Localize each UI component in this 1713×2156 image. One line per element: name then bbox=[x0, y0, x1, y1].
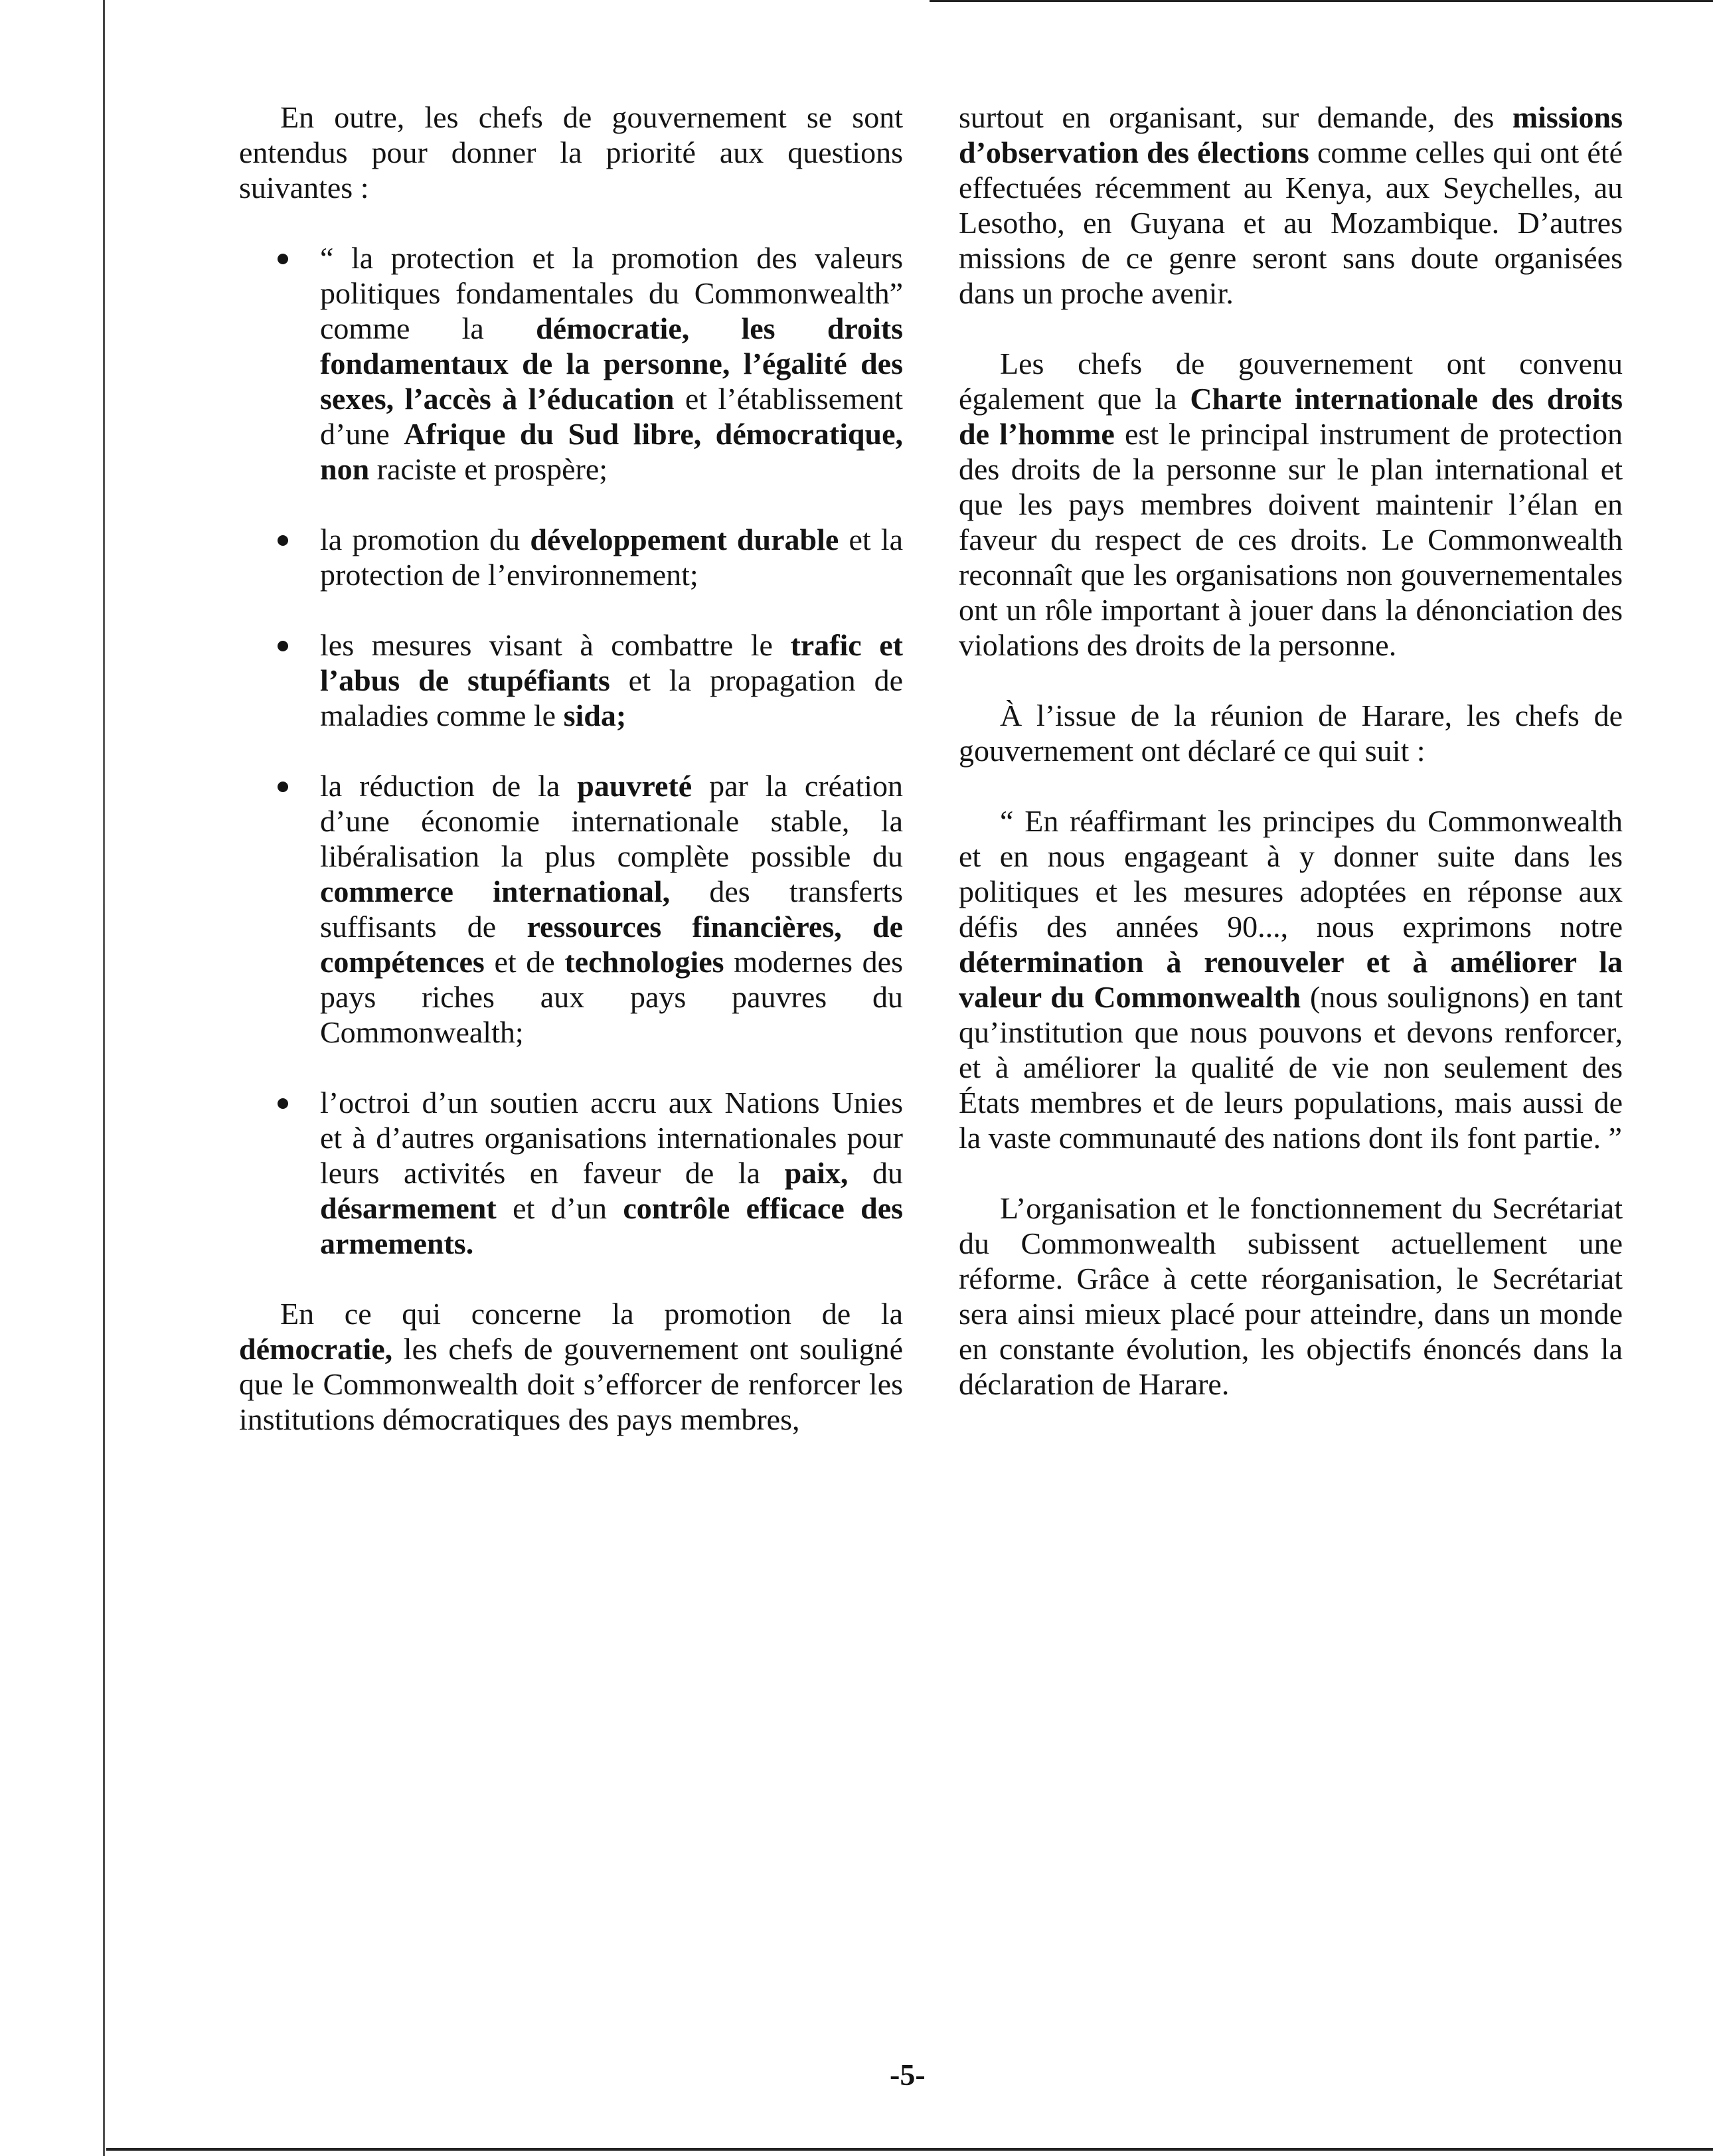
observation-missions-paragraph: surtout en organisant, sur demande, des missions d’observation des élections comme celles qui ont été effectuées récemment au Kenya, aux Seychelles, au Lesotho, en Guyana et au Mozambique. D’autres missions de ce genre seront sans doute organisées dans un proche avenir. bbox=[959, 100, 1623, 310]
bullet-icon bbox=[278, 535, 288, 546]
scan-top-edge bbox=[930, 0, 1713, 2]
intro-paragraph: En outre, les chefs de gouvernement se sont entendus pour donner la priorité aux questions suivantes : bbox=[239, 100, 903, 205]
list-item: la promotion du développement durable et la protection de l’environnement; bbox=[239, 522, 903, 592]
left-column bbox=[239, 100, 903, 1437]
secretariat-reform-paragraph: L’organisation et le fonctionnement du Secrétariat du Commonwealth subissent actuellement une réforme. Grâce à cette réorganisation, le Secrétariat sera ainsi mieux placé pour atteindre, dans un monde en constante évolution, les objectifs énoncés dans la déclaration de Harare. bbox=[959, 1191, 1623, 1401]
scan-bottom-edge bbox=[106, 2148, 1713, 2151]
priority-list bbox=[239, 240, 903, 1261]
human-rights-paragraph: Les chefs de gouvernement ont convenu également que la Charte internationale des droits de l’homme est le principal instrument de protection des droits de la personne sur le plan international et que les pays membres doivent maintenir l’élan en faveur du respect de ces droits. Le Commonwealth reconnaît que les organisations non gouvernementales ont un rôle important à jouer dans la dénonciation des violations des droits de la personne. bbox=[959, 347, 1623, 662]
list-item: “ la protection et la promotion des valeurs politiques fondamentales du Commonwealth” comme la démocratie, les droits fondamentaux de la personne, l’égalité des sexes, l’accès à l’éducation et l’établissement d’une Afrique du Sud libre, démocratique, non raciste et prospère; bbox=[239, 240, 903, 487]
harare-quote-paragraph: “ En réaffirmant les principes du Commonwealth et en nous engageant à y donner suite dans les politiques et les mesures adoptées en réponse aux défis des années 90..., nous exprimons notre détermination à renouveler et à améliorer la valeur du Commonwealth (nous soulignons) en tant qu’institution que nous pouvons et devons renforcer, et à améliorer la qualité de vie non seulement des États membres et de leurs populations, mais aussi de la vaste communauté des nations dont ils font partie. ” bbox=[959, 804, 1623, 1155]
harare-intro-paragraph: À l’issue de la réunion de Harare, les chefs de gouvernement ont déclaré ce qui suit : bbox=[959, 699, 1623, 768]
list-item: la réduction de la pauvreté par la création d’une économie internationale stable, la libéralisation la plus complète possible du commerce international, des transferts suffisants de ressources financières, de compétences et de technologies modernes des pays riches aux pays pauvres du Commonwealth; bbox=[239, 768, 903, 1050]
list-item: les mesures visant à combattre le trafic et l’abus de stupéfiants et la propagation de maladies comme le sida; bbox=[239, 627, 903, 733]
bullet-icon bbox=[278, 782, 288, 792]
democracy-paragraph: En ce qui concerne la promotion de la démocratie, les chefs de gouvernement ont souligné que le Commonwealth doit s’efforcer de renforcer les institutions démocratiques des pays membres, bbox=[239, 1297, 903, 1436]
list-item: l’octroi d’un soutien accru aux Nations Unies et à d’autres organisations internationales pour leurs activités en faveur de la paix, du désarmement et d’un contrôle efficace des armements. bbox=[239, 1085, 903, 1261]
page-number: -5- bbox=[890, 2058, 926, 2092]
bullet-icon bbox=[278, 641, 288, 651]
bullet-icon bbox=[278, 1098, 288, 1109]
bullet-icon bbox=[278, 254, 288, 264]
scan-binding-edge bbox=[103, 0, 105, 2156]
right-column bbox=[959, 100, 1623, 1402]
